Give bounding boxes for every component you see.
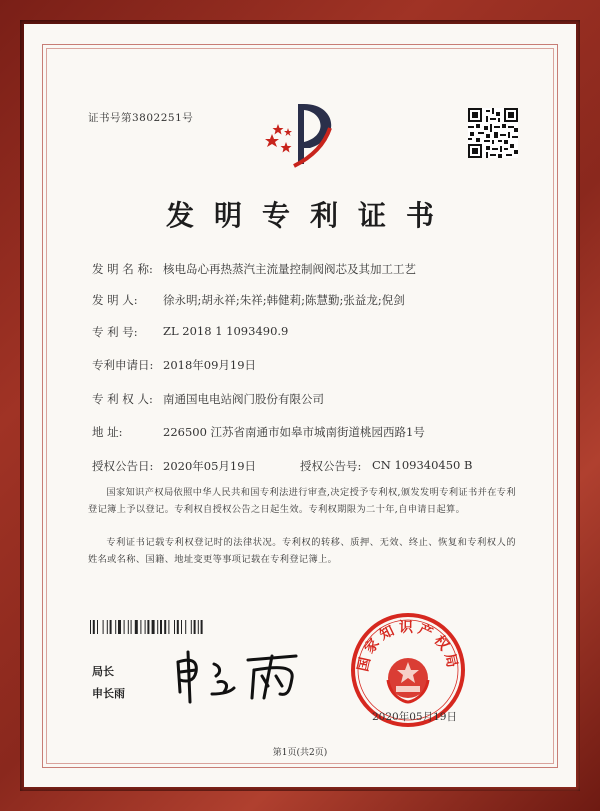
grant-date-label: 授权公告日: [92,459,154,473]
inventor-names: 徐永明;胡永祥;朱祥;韩健莉;陈慧勤;张益龙;倪剑 [163,293,405,307]
patentee-name: 南通国电电站阀门股份有限公司 [163,392,324,406]
grant-number-label: 授权公告号: [300,459,362,473]
signatory-name: 申长雨 [92,687,125,700]
filing-date-label: 专利申请日: [92,358,154,372]
body-paragraph-2: 专利证书记载专利权登记时的法律状况。专利权的转移、质押、无效、终止、恢复和专利权人的姓名或名称、国籍、地址变更等事项记载在专利登记簿上。 [88,537,516,565]
handwritten-signature [168,648,308,704]
patent-number: ZL 2018 1 1093490.9 [163,324,289,338]
seal-date: 2020年05月19日 [372,711,457,723]
address-value: 226500 江苏省南通市如皋市城南街道桃园西路1号 [163,425,425,439]
barcode-icon [90,620,250,634]
body-paragraph-1: 国家知识产权局依照中华人民共和国专利法进行审查,决定授予专利权,颁发发明专利证书并在专利登记簿上予以登记。专利权自授权公告之日起生效。专利权期限为二十年,自申请日起算。 [88,487,516,515]
cnipa-logo-icon [258,98,348,170]
seal-text: 国家知识产权局 [355,620,461,674]
grant-date: 2020年05月19日 [163,459,257,473]
inventor-label: 发 明 人: [92,293,138,307]
invention-name: 核电岛心再热蒸汽主流量控制阀阀芯及其加工工艺 [163,262,416,276]
filing-date: 2018年09月19日 [163,358,257,372]
certificate-title: 发明专利证书 [165,199,454,232]
page-number: 第1页(共2页) [272,748,328,758]
grant-number: CN 109340450 B [372,458,473,472]
address-label: 地 址: [92,425,123,439]
patent-number-label: 专 利 号: [92,325,138,339]
invention-name-label: 发 明 名 称: [92,262,153,276]
patentee-label: 专 利 权 人: [92,392,153,406]
certificate-number: 证书号第3802251号 [88,112,194,124]
signatory-title: 局长 [92,665,114,678]
qr-code-icon [468,108,518,158]
